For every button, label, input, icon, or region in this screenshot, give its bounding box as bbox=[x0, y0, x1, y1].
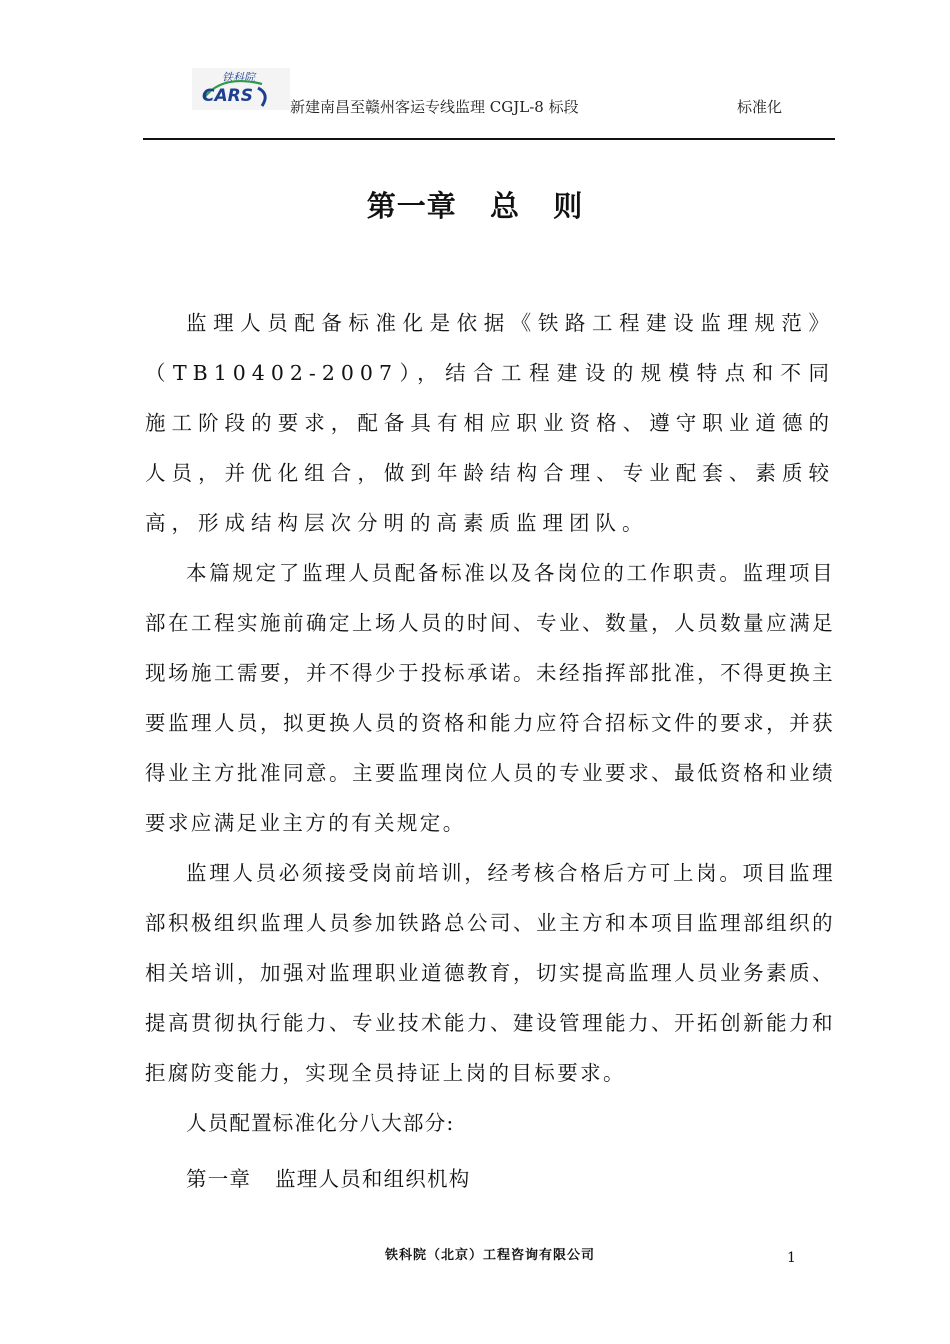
company-logo bbox=[192, 68, 290, 110]
header-divider bbox=[143, 138, 835, 140]
header-title: 新建南昌至赣州客运专线监理 CGJL-8 标段 bbox=[290, 98, 579, 116]
document-body bbox=[145, 298, 835, 1204]
page-number: 1 bbox=[787, 1250, 796, 1266]
toc-item bbox=[145, 1154, 835, 1204]
chapter-title: 第一章 总 则 bbox=[366, 189, 584, 223]
paragraph-training: 监理人员必须接受岗前培训，经考核合格后方可上岗。项目监理部积极组织监理人员参加铁路总公司、业主方和本项目监理部组织的相关培训，加强对监理职业道德教育，切实提高监理人员业务素质、提高贯彻执行能力、专业技术能力、建设管理能力、开拓创新能力和拒腐防变能力，实现全员持证上岗的目标要求。 bbox=[145, 861, 835, 1085]
logo-arc-icon bbox=[258, 88, 265, 106]
footer-company: 铁科院（北京）工程咨询有限公司 bbox=[384, 1248, 595, 1263]
logo-cn-text: 铁科院 bbox=[222, 71, 255, 84]
paragraph-intro: 监理人员配备标准化是依据《铁路工程建设监理规范》（TB10402-2007），结合工程建设的规模特点和不同施工阶段的要求，配备具有相应职业资格、遵守职业道德的人员，并优化组合，做到年龄结构合理、专业配套、素质较高，形成结构层次分明的高素质监理团队。 bbox=[145, 311, 835, 535]
paragraph-parts: 人员配置标准化分八大部分: bbox=[186, 1111, 455, 1135]
logo-en-text: CARS bbox=[202, 86, 253, 106]
toc-item-title: 监理人员和组织机构 bbox=[275, 1167, 471, 1191]
toc-item-number: 第一章 bbox=[186, 1167, 252, 1191]
paragraph-scope: 本篇规定了监理人员配备标准以及各岗位的工作职责。监理项目部在工程实施前确定上场人员的时间、专业、数量，人员数量应满足现场施工需要，并不得少于投标承诺。未经指挥部批准，不得更换主要监理人员，拟更换人员的资格和能力应符合招标文件的要求，并获得业主方批准同意。主要监理岗位人员的专业要求、最低资格和业绩要求应满足业主方的有关规定。 bbox=[145, 561, 835, 835]
header-right-label: 标准化 bbox=[737, 98, 783, 116]
